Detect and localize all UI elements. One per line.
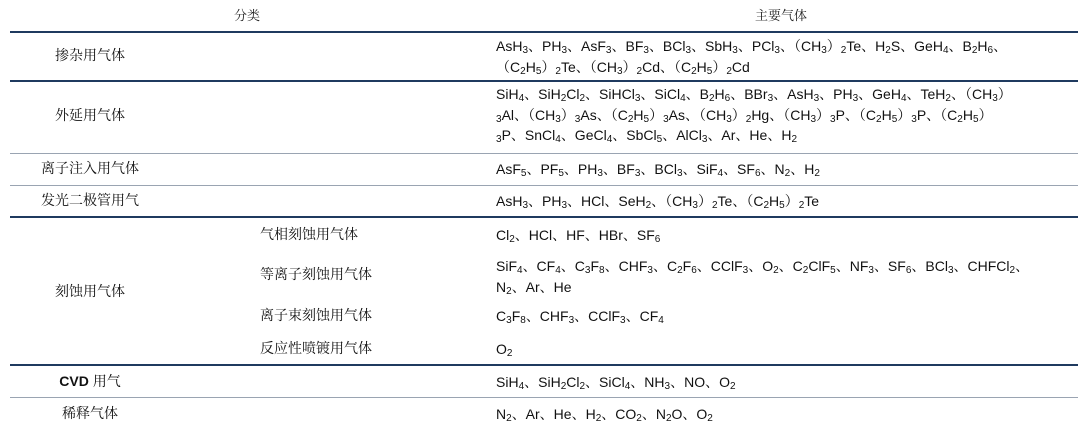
category-epitaxy: 外延用气体 — [55, 107, 125, 123]
subcategory-vapor-etching: 气相刻蚀用气体 — [260, 226, 358, 242]
gases-dilution: $N_2$、Ar、He、$H_2$、$CO_2$、$N_2O$、$O_2$ — [496, 406, 713, 424]
header-main-gases: 主要气体 — [755, 8, 808, 23]
category-doping: 掺杂用气体 — [55, 47, 125, 63]
category-led: 发光二极管用气 — [41, 192, 139, 208]
row-divider — [10, 153, 1078, 154]
category-dilution: 稀释气体 — [62, 405, 118, 421]
gases-cvd: SiH$_4$、$SiH_2Cl_2$、SiCl$_4$、$NH_3$、NO、$O_2$ — [496, 374, 736, 392]
row-divider — [10, 80, 1078, 82]
gases-led: AsH$_3$、$PH_3$、HCl、SeH$_2$、$(CH_3)_2Te$、$(C_2H_5)_2Te$ — [496, 193, 820, 211]
header-rule — [10, 31, 1078, 33]
row-divider — [10, 216, 1078, 218]
gases-plasma-etching: SiF$_4$、$CF_4$、$C_3F_8$、$CHF_3$、$C_2F_6$、CClF$_3$、$O_2$、$C_2ClF_5$、$NF_3$、$SF_6$、BCl$_3$、CHFCl$_2$、 $N_2$、Ar、He — [496, 258, 1030, 297]
category-cvd-suffix: 用气 — [88, 373, 121, 389]
category-etching: 刻蚀用气体 — [55, 283, 125, 299]
category-cvd — [10, 371, 170, 391]
gas-classification-table — [10, 0, 1078, 426]
row-divider — [10, 397, 1078, 398]
subcategory-ion-beam-etching: 离子束刻蚀用气体 — [260, 307, 372, 323]
category-ion-implantation: 离子注入用气体 — [41, 160, 139, 176]
gases-epitaxy: SiH$_4$、$SiH_2Cl_2$、SiHCl$_3$、SiCl$_4$、$B_2H_6$、BBr$_3$、AsH$_3$、$PH_3$、GeH$_4$、TeH$_2$、$(CH_3)$ $_3$Al、$(CH_3)_3As$、$(C_2H_5)_3As$、$(CH_3)_2Hg$、$(CH_3)_3P$、$(C_2H_5)_3P$、$(C_2H_5)$ $_3$P、SnCl$_4$、GeCl$_4$、SbCl$_5$、AlCl$_3$、Ar、He、$H_2$ — [496, 86, 1012, 145]
row-divider — [10, 364, 1078, 366]
subcategory-reactive-sputtering: 反应性喷镀用气体 — [260, 340, 372, 356]
gases-ion-beam-etching: $C_3F_8$、$CHF_3$、CClF$_3$、$CF_4$ — [496, 308, 664, 326]
gases-reactive-sputtering: $O_2$ — [496, 341, 513, 359]
header-category: 分类 — [234, 8, 261, 23]
row-divider — [10, 185, 1078, 186]
category-cvd-abbr: CVD — [59, 373, 89, 389]
gases-ion-implantation: AsF$_5$、$PF_5$、$PH_3$、$BF_3$、BCl$_3$、SiF$_4$、$SF_6$、$N_2$、$H_2$ — [496, 161, 820, 179]
gases-doping: AsH$_3$、$PH_3$、AsF$_3$、$BF_3$、BCl$_3$、SbH$_3$、PCl$_3$、$(CH_3)_2Te$、$H_2S$、GeH$_4$、$B_2H_6$、 $(C_2H_5)_2Te$、$(CH_3)_2Cd$、$(C_2H_5)_2Cd$ — [496, 38, 1008, 77]
gases-vapor-etching: $Cl_2$、HCl、HF、HBr、$SF_6$ — [496, 227, 661, 245]
subcategory-plasma-etching: 等离子刻蚀用气体 — [260, 266, 372, 282]
